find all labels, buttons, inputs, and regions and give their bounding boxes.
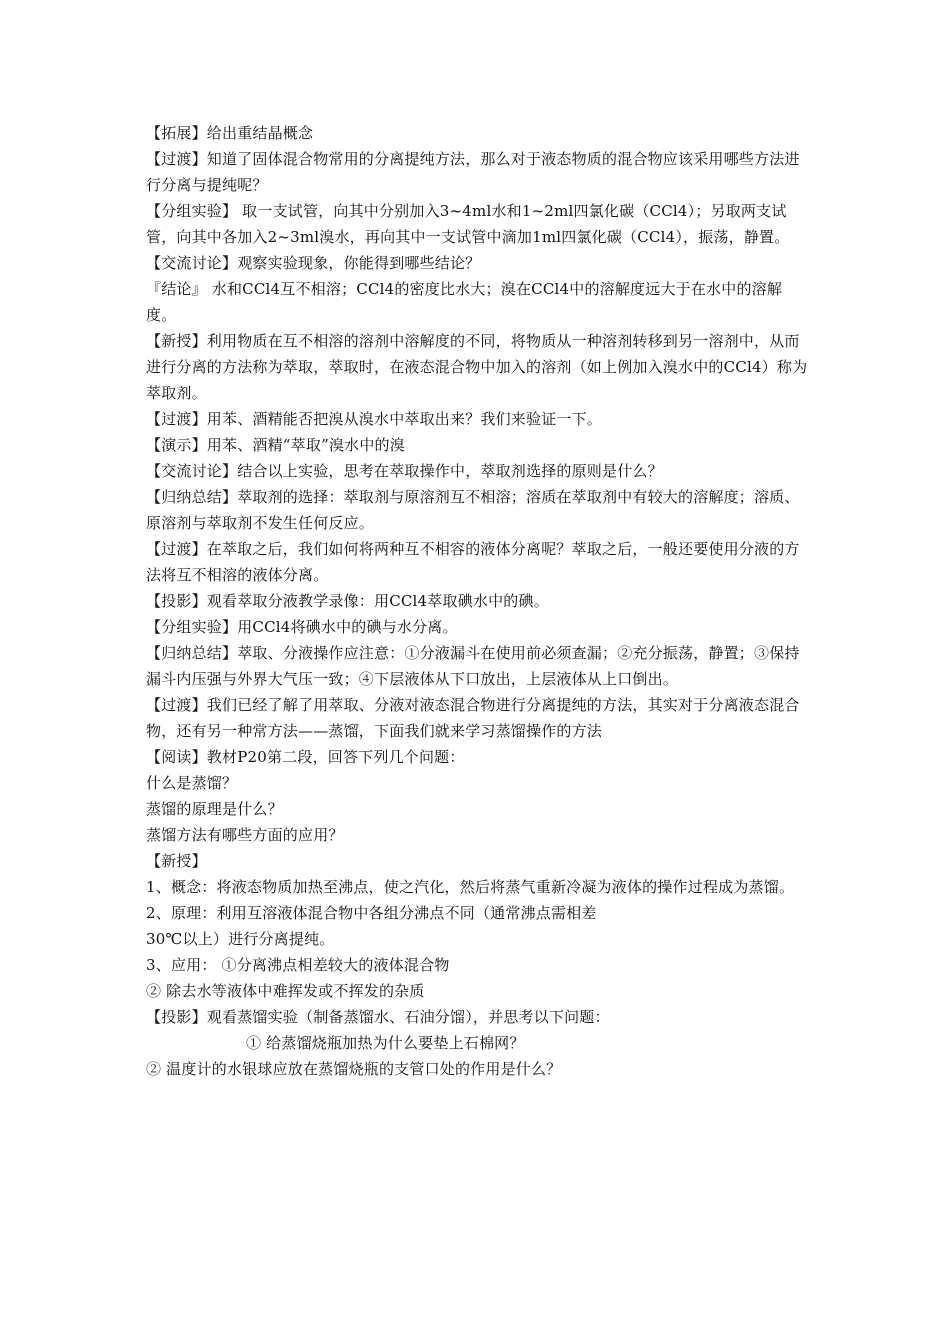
paragraph-transition: 【过渡】在萃取之后，我们如何将两种互不相容的液体分离呢？萃取之后，一般还要使用分液的方法将互不相溶的液体分离。 [146,540,800,584]
list-item-application: 3、应用： ①分离沸点相差较大的液体混合物 [146,956,450,974]
paragraph-transition: 【过渡】用苯、酒精能否把溴从溴水中萃取出来？我们来验证一下。 [146,410,603,428]
paragraph-group-experiment: 【分组实验】 取一支试管，向其中分别加入3~4ml水和1~2ml四氯化碳（CCl4）；另取两支试管，向其中各加入2~3ml溴水，再向其中一支试管中滴加1ml四氯化碳（CCl4），振荡，静置。 [146,202,790,246]
paragraph-transition: 【过渡】知道了固体混合物常用的分离提纯方法，那么对于液态物质的混合物应该采用哪些方法进行分离与提纯呢？ [146,150,800,194]
paragraph-projection: 【投影】观看蒸馏实验（制备蒸馏水、石油分馏），并思考以下问题： [146,1008,610,1026]
paragraph-reading: 【阅读】教材P20第二段，回答下列几个问题： [146,748,465,766]
paragraph-conclusion: 『结论』 水和CCl4互不相溶；CCl4的密度比水大；溴在CCl4中的溶解度远大于在水中的溶解度。 [146,280,783,324]
paragraph-summary: 【归纳总结】萃取剂的选择：萃取剂与原溶剂互不相溶；溶质在萃取剂中有较大的溶解度；溶质、原溶剂与萃取剂不发生任何反应。 [146,488,800,532]
list-item-concept: 1、概念：将液态物质加热至沸点，使之汽化，然后将蒸气重新冷凝为液体的操作过程成为蒸馏。 [146,878,795,896]
question-item: 什么是蒸馏？ [146,774,238,792]
paragraph-transition: 【过渡】我们已经了解了用萃取、分液对液态混合物进行分离提纯的方法，其实对于分离液态混合物，还有另一种常方法——蒸馏，下面我们就来学习蒸馏操作的方法 [146,696,800,740]
question-item: 蒸馏的原理是什么？ [146,800,283,818]
paragraph-demonstration: 【演示】用苯、酒精“萃取”溴水中的溴 [146,436,405,454]
question-item: ② 温度计的水银球应放在蒸馏烧瓶的支管口处的作用是什么？ [146,1060,562,1078]
paragraph-discussion: 【交流讨论】结合以上实验，思考在萃取操作中，萃取剂选择的原则是什么？ [146,462,663,480]
list-item-principle: 2、原理：利用互溶液体混合物中各组分沸点不同（通常沸点需相差 [146,904,597,922]
paragraph-new-lesson: 【新授】 [146,852,207,870]
paragraph-group-experiment: 【分组实验】用CCl4将碘水中的碘与水分离。 [146,618,458,636]
question-item: ① 给蒸馏烧瓶加热为什么要垫上石棉网？ [246,1034,525,1052]
question-item: 蒸馏方法有哪些方面的应用？ [146,826,344,844]
document-body [146,120,811,1082]
paragraph-summary: 【归纳总结】萃取、分液操作应注意：①分液漏斗在使用前必须查漏；②充分振荡，静置；③保持漏斗内压强与外界大气压一致；④下层液体从下口放出，上层液体从上口倒出。 [146,644,800,688]
paragraph-discussion: 【交流讨论】观察实验现象，你能得到哪些结论？ [146,254,481,272]
paragraph-projection: 【投影】观看萃取分液教学录像：用CCl4萃取碘水中的碘。 [146,592,549,610]
list-item-principle-continued: 30℃以上）进行分离提纯。 [146,930,335,948]
list-item-application-sub: ② 除去水等液体中难挥发或不挥发的杂质 [146,982,425,1000]
paragraph-new-lesson: 【新授】利用物质在互不相溶的溶剂中溶解度的不同，将物质从一种溶剂转移到另一溶剂中，从而进行分离的方法称为萃取，萃取时，在液态混合物中加入的溶剂（如上例加入溴水中的CCl4）称为萃取剂。 [146,332,808,402]
paragraph-extension: 【拓展】给出重结晶概念 [146,124,314,142]
